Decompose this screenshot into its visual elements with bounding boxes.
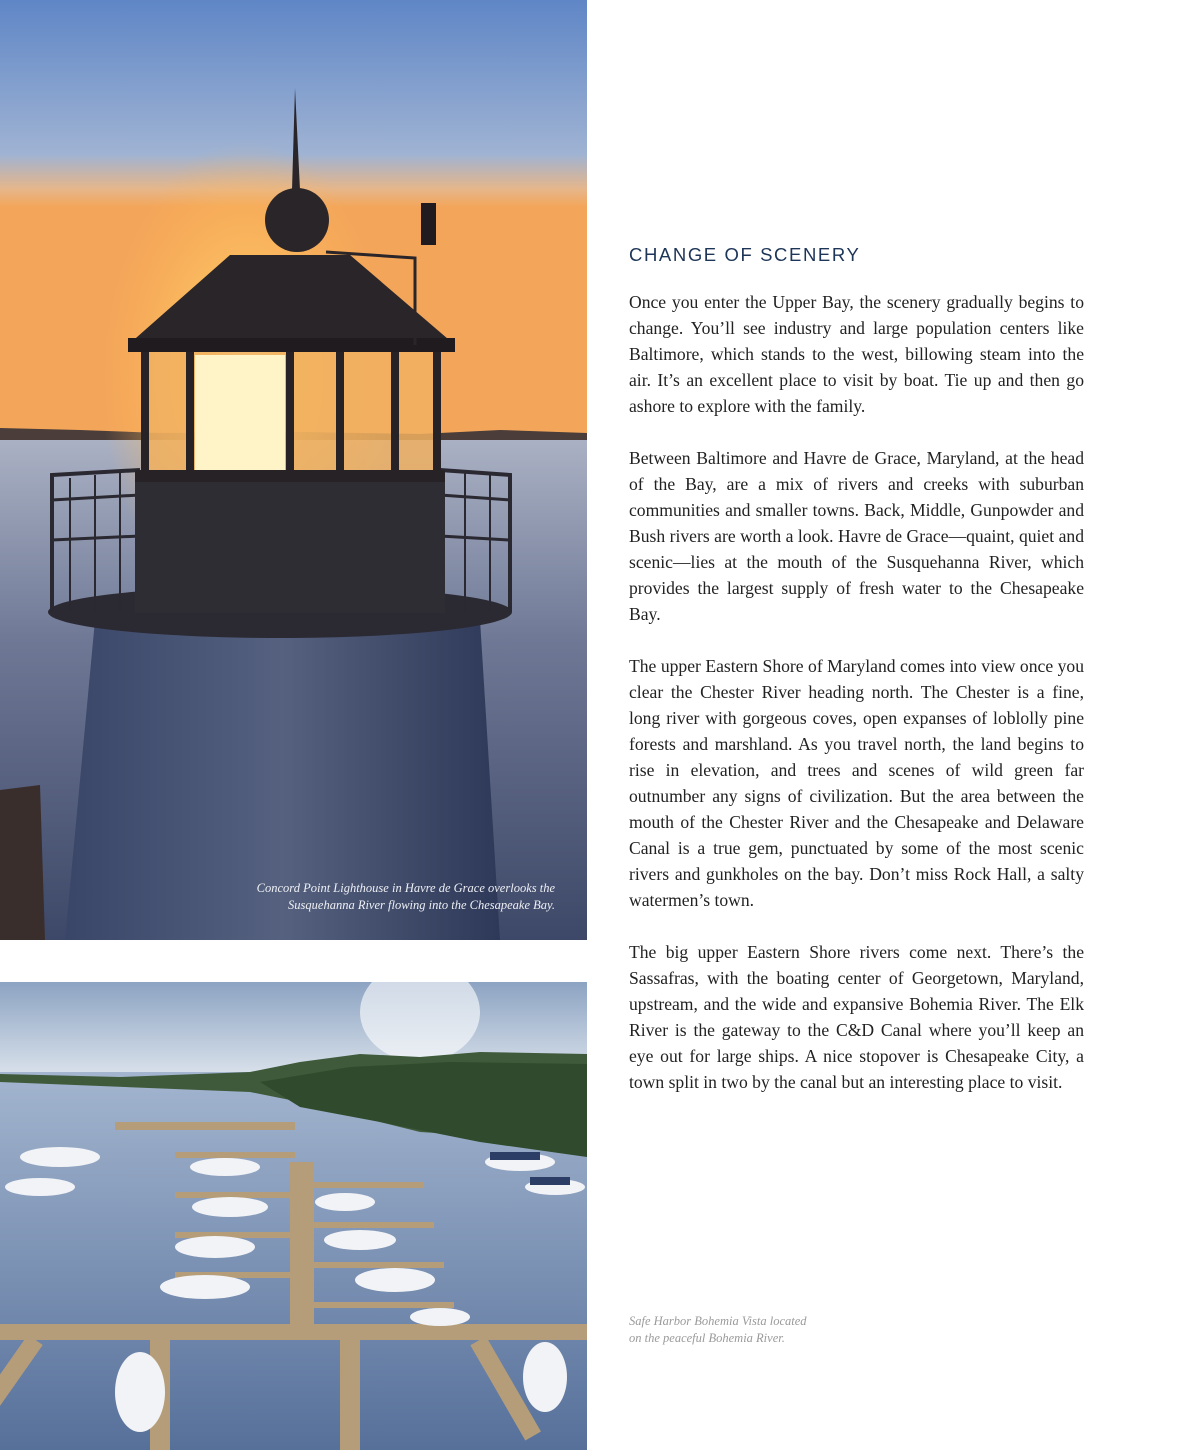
paragraph-4: The big upper Eastern Shore rivers come next. There’s the Sassafras, with the boating center of Georgetown, Maryland, upstream, and the wide and expansive Bohemia River. The Elk River is the gateway to the C&D Canal where you’ll keep an eye out for large ships. A nice stopover is Chesapeake City, a town split in two by the canal but an interesting place to visit. [629,942,1084,1092]
lighthouse-caption [195,880,555,914]
marina-caption [629,1313,869,1347]
paragraph-3: The upper Eastern Shore of Maryland comes into view once you clear the Chester River heading north. The Chester is a fine, long river with gorgeous coves, open expanses of loblolly pine forests and marshland. As you travel north, the land begins to rise in elevation, and trees and scenes of wild green far outnumber any signs of civilization. But the area between the mouth of the Chester River and the Chesapeake and Delaware Canal is a true gem, punctuated by some of the most scenic rivers and gunkholes on the bay. Don’t miss Rock Hall, a salty watermen’s town. [629,656,1084,910]
marina-caption-line2: on the peaceful Bohemia River. [629,1331,785,1345]
article-body [629,244,1084,1121]
lighthouse-caption-line1: Concord Point Lighthouse in Havre de Grace overlooks the [256,881,555,895]
lighthouse-caption-line2: Susquehanna River flowing into the Chesapeake Bay. [288,898,555,912]
section-heading: CHANGE OF SCENERY [629,244,861,265]
paragraph-2: Between Baltimore and Havre de Grace, Maryland, at the head of the Bay, are a mix of rivers and creeks with suburban communities and smaller towns. Back, Middle, Gunpowder and Bush rivers are worth a look. Havre de Grace—quaint, quiet and scenic—lies at the mouth of the Susquehanna River, which provides the largest supply of fresh water to the Chesapeake Bay. [629,448,1084,624]
lighthouse-photo [0,0,587,940]
marina-photo [0,982,587,1450]
marina-caption-line1: Safe Harbor Bohemia Vista located [629,1314,807,1328]
paragraph-1: Once you enter the Upper Bay, the scenery gradually begins to change. You’ll see industry and large population centers like Baltimore, which stands to the west, billowing steam into the air. It’s an excellent place to visit by boat. Tie up and then go ashore to explore with the family. [629,292,1084,416]
